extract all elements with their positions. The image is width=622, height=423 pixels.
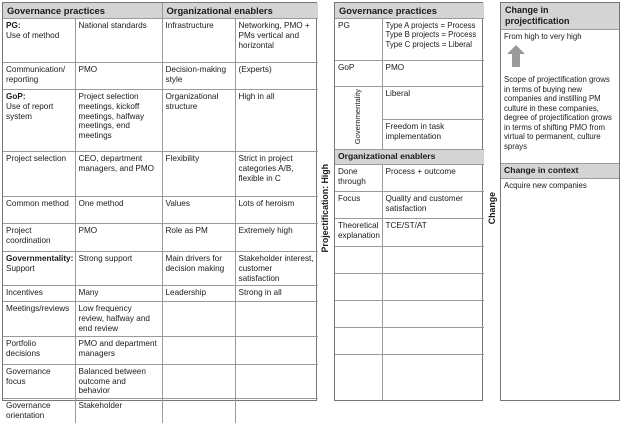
practice-cell: Project selection meetings, kickoff meetings, halfway meetings, end meetings	[75, 90, 162, 152]
organizational-enablers-header: Organizational enablers	[162, 3, 318, 19]
row-label: Governmentality: Support	[3, 252, 75, 286]
done-label: Done through	[335, 164, 382, 191]
enabler-value-cell: Strong in all	[235, 286, 318, 302]
table-row	[335, 87, 484, 120]
row-label: Governance orientation	[3, 399, 75, 423]
practice-cell: National standards	[75, 19, 162, 63]
row-label: Common method	[3, 197, 75, 224]
governmentality-value: Freedom in task implementation	[382, 120, 484, 150]
projectification-level-label: Projectification: High	[320, 164, 330, 253]
pg-values: Type A projects = Process Type B projects = Process Type C projects = Liberal	[382, 19, 484, 61]
scope-text: Scope of projectification grows in terms of buying new companies and instilling PM culture in these companies, degree of projectification grows in terms of shifting PMO from virtual to permanent, culture sprays	[504, 75, 612, 151]
governmentality-label: Governmentality	[335, 87, 382, 150]
theory-label: Theoretical explanation	[335, 218, 382, 246]
governmentality-value: Liberal	[382, 87, 484, 120]
enabler-cell: Main drivers for decision making	[162, 252, 235, 286]
enabler-value-cell: Strict in project categories A/B, flexible in C	[235, 152, 318, 197]
up-arrow-icon	[507, 45, 525, 67]
table-row	[3, 399, 318, 423]
empty-cell	[162, 302, 235, 336]
practice-cell: PMO	[75, 224, 162, 252]
table-row	[3, 197, 318, 224]
table-row	[501, 178, 619, 400]
practice-cell: Balanced between outcome and behavior	[75, 364, 162, 398]
context-value: Acquire new companies	[501, 178, 619, 400]
practice-cell: Low frequency review, halfway and end review	[75, 302, 162, 336]
row-label: Project coordination	[3, 224, 75, 252]
table-row	[3, 63, 318, 90]
table-row	[335, 246, 484, 273]
enabler-cell: Role as PM	[162, 224, 235, 252]
empty-cell	[162, 364, 235, 398]
focus-label: Focus	[335, 191, 382, 218]
row-label: Communication/ reporting	[3, 63, 75, 90]
empty-cell	[382, 327, 484, 354]
empty-cell	[335, 273, 382, 300]
empty-cell	[162, 336, 235, 364]
row-label: Incentives	[3, 286, 75, 302]
enabler-value-cell: High in all	[235, 90, 318, 152]
row-label: GoP: Use of report system	[3, 90, 75, 152]
right-table	[501, 3, 619, 400]
gop-label: GoP	[335, 61, 382, 87]
empty-cell	[335, 327, 382, 354]
empty-cell	[235, 336, 318, 364]
enabler-cell: Organizational structure	[162, 90, 235, 152]
change-label: Change	[487, 192, 497, 225]
table-row	[335, 218, 484, 246]
table-row	[335, 300, 484, 327]
row-label: Portfolio decisions	[3, 336, 75, 364]
theory-value: TCE/ST/AT	[382, 218, 484, 246]
enabler-cell: Infrastructure	[162, 19, 235, 63]
empty-cell	[162, 399, 235, 423]
row-label: Governance focus	[3, 364, 75, 398]
table-row	[3, 286, 318, 302]
table-row	[3, 152, 318, 197]
governance-practices-header: Governance practices	[3, 3, 162, 19]
row-label: Meetings/reviews	[3, 302, 75, 336]
table-row	[3, 302, 318, 336]
middle-organizational-enablers-header: Organizational enablers	[335, 150, 484, 165]
table-row	[335, 191, 484, 218]
enabler-value-cell: Stakeholder interest, customer satisfaction	[235, 252, 318, 286]
row-label: Project selection	[3, 152, 75, 197]
left-table	[3, 3, 318, 423]
empty-cell	[382, 354, 484, 400]
middle-table-block	[334, 2, 483, 401]
middle-governance-practices-header: Governance practices	[335, 3, 484, 19]
empty-cell	[235, 302, 318, 336]
table-row	[501, 30, 619, 164]
practice-cell: PMO	[75, 63, 162, 90]
left-table-block	[2, 2, 317, 420]
change-in-context-header: Change in context	[501, 164, 619, 179]
enabler-value-cell: Networking, PMO + PMs vertical and horizontal	[235, 19, 318, 63]
table-row	[335, 273, 484, 300]
empty-cell	[335, 354, 382, 400]
enabler-value-cell: Extremely high	[235, 224, 318, 252]
table-row	[335, 61, 484, 87]
empty-cell	[335, 246, 382, 273]
enabler-cell: Decision-making style	[162, 63, 235, 90]
table-row	[335, 19, 484, 61]
practice-cell: Stakeholder	[75, 399, 162, 423]
table-row	[335, 327, 484, 354]
done-value: Process + outcome	[382, 164, 484, 191]
table-row	[3, 252, 318, 286]
pg-label: PG	[335, 19, 382, 61]
table-row	[335, 354, 484, 400]
table-row	[335, 164, 484, 191]
right-table-block	[500, 2, 620, 401]
table-row	[3, 224, 318, 252]
middle-table	[335, 3, 484, 400]
change-in-projectification-header: Change in projectification	[501, 3, 619, 30]
table-row	[3, 19, 318, 63]
empty-cell	[335, 300, 382, 327]
empty-cell	[382, 300, 484, 327]
empty-cell	[382, 273, 484, 300]
projectification-change-cell	[501, 30, 619, 164]
enabler-value-cell: Lots of heroism	[235, 197, 318, 224]
from-to-text: From high to very high	[504, 32, 582, 41]
enabler-value-cell: (Experts)	[235, 63, 318, 90]
row-label: PG: Use of method	[3, 19, 75, 63]
enabler-cell: Leadership	[162, 286, 235, 302]
table-row	[3, 336, 318, 364]
focus-value: Quality and customer satisfaction	[382, 191, 484, 218]
empty-cell	[235, 399, 318, 423]
enabler-cell: Values	[162, 197, 235, 224]
practice-cell: Many	[75, 286, 162, 302]
practice-cell: PMO and department managers	[75, 336, 162, 364]
practice-cell: CEO, department managers, and PMO	[75, 152, 162, 197]
practice-cell: Strong support	[75, 252, 162, 286]
empty-cell	[235, 364, 318, 398]
table-row	[3, 90, 318, 152]
enabler-cell: Flexibility	[162, 152, 235, 197]
practice-cell: One method	[75, 197, 162, 224]
table-row	[3, 364, 318, 398]
empty-cell	[382, 246, 484, 273]
gop-value: PMO	[382, 61, 484, 87]
